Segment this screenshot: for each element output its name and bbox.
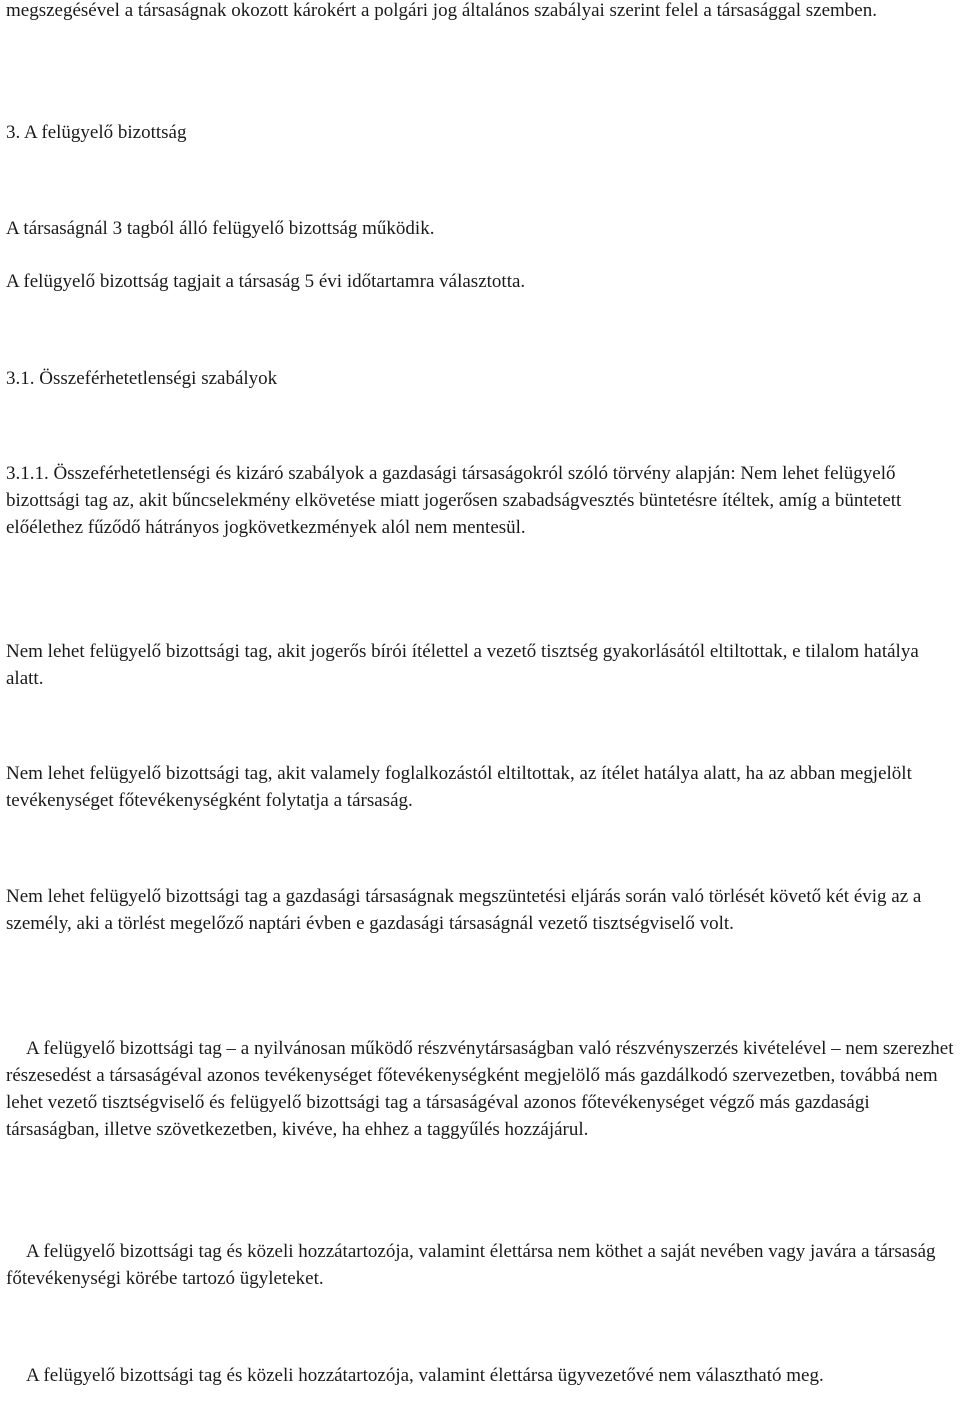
paragraph-competing-interests: A felügyelő bizottsági tag – a nyilvánosan működő részvénytársaságban való részvényszerzés kivételével – nem szerezhet részesedést a társaságéval azonos tevékenységet főtevékenységként megjelölő más gazdálkodó szervezetben, továbbá nem lehet vezető tisztségviselő és felügyelő bizottsági tag a társaságéval azonos főtevékenységet végző más gazdasági társaságban, illetve szövetkezetben, kivéve, ha ehhez a taggyűlés hozzájárul.	[6, 1038, 954, 1140]
subsection-heading-incompatibility: 3.1. Összeférhetetlenségi szabályok	[6, 368, 278, 389]
paragraph-court-ban: Nem lehet felügyelő bizottsági tag, akit jogerős bírói ítélettel a vezető tisztség gyakorlásától eltiltottak, e tilalom hatálya alatt.	[6, 641, 919, 689]
paragraph-dissolution-rule: Nem lehet felügyelő bizottsági tag a gazdasági társaságnak megszüntetési eljárás során való törlését követő két évig az a személy, aki a törlést megelőző naptári évben e gazdasági társaságnál vezető tisztségviselő volt.	[6, 886, 922, 934]
paragraph-3-1-1-criminal-record: 3.1.1. Összeférhetetlenségi és kizáró szabályok a gazdasági társaságokról szóló törvény alapján: Nem lehet felügyelő bizottsági tag az, akit bűncselekmény elkövetése miatt jogerősen szabadságvesztés büntetésre ítéltek, amíg a büntetett előélethez fűződő hátrányos jogkövetkezmények alól nem mentesül.	[6, 463, 902, 538]
paragraph-profession-ban: Nem lehet felügyelő bizottsági tag, akit valamely foglalkozástól eltiltottak, az ítélet hatálya alatt, ha az abban megjelölt tevékenységet főtevékenységként folytatja a társaság.	[6, 763, 912, 811]
paragraph-board-term: A felügyelő bizottság tagjait a társaság 5 évi időtartamra választotta.	[6, 271, 526, 292]
paragraph-liability-continuation: megszegésével a társaságnak okozott károkért a polgári jog általános szabályai szerint felel a társasággal szemben.	[6, 0, 877, 21]
paragraph-board-size: A társaságnál 3 tagból álló felügyelő bizottság működik.	[6, 218, 435, 239]
section-heading-supervisory-board: 3. A felügyelő bizottság	[6, 122, 187, 143]
paragraph-relatives-manager: A felügyelő bizottsági tag és közeli hozzátartozója, valamint élettársa ügyvezetővé nem választható meg.	[26, 1365, 824, 1386]
paragraph-relatives-transactions: A felügyelő bizottsági tag és közeli hozzátartozója, valamint élettársa nem köthet a saját nevében vagy javára a társaság főtevékenységi körébe tartozó ügyleteket.	[6, 1241, 936, 1289]
